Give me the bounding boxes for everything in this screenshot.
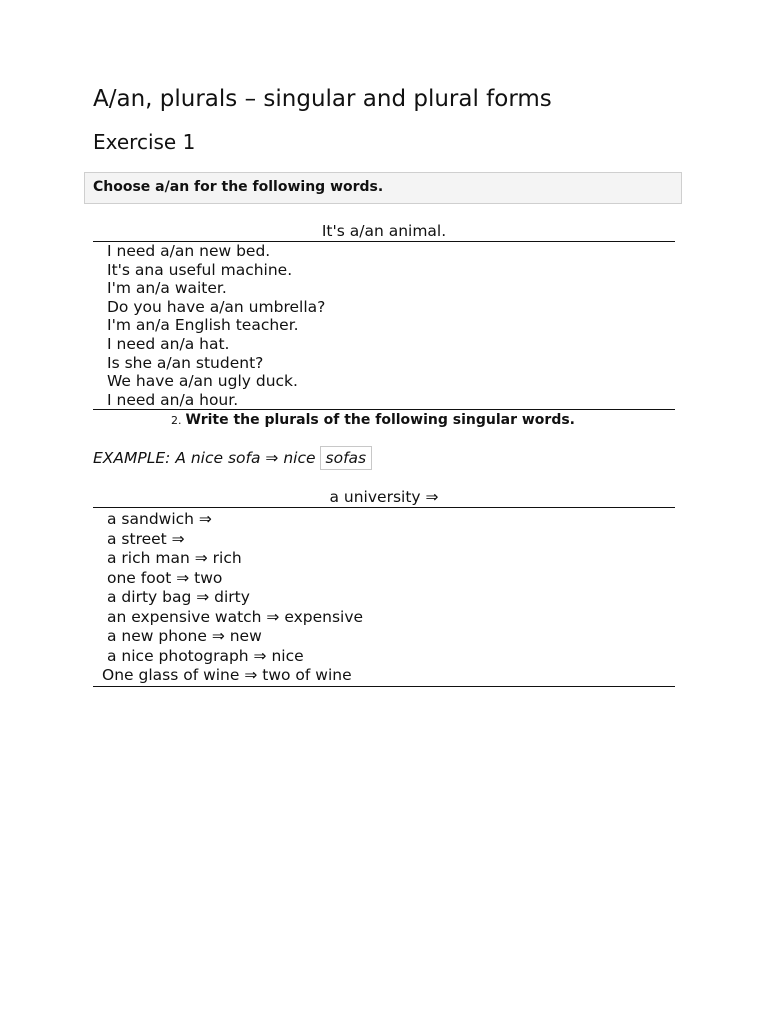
exercise1-list bbox=[93, 242, 675, 410]
exercise1-item: I need an/a hour. bbox=[107, 390, 239, 409]
exercise2-instruction bbox=[171, 412, 575, 428]
exercise2-item: a nice photograph ⇒ nice bbox=[107, 646, 304, 665]
exercise2-header-row: a university ⇒ bbox=[93, 488, 675, 508]
exercise2-item: an expensive watch ⇒ expensive bbox=[107, 607, 364, 626]
example-answer-box: sofas bbox=[320, 446, 373, 470]
exercise1-header-row: It's a/an animal. bbox=[93, 222, 675, 242]
example-text: EXAMPLE: A nice sofa ⇒ nice bbox=[93, 449, 316, 467]
exercise1-item: Is she a/an student? bbox=[107, 353, 264, 372]
exercise2-item: one foot ⇒ two bbox=[107, 568, 223, 587]
exercise2-item: a sandwich ⇒ bbox=[107, 510, 212, 528]
exercise1-item: Do you have a/an umbrella? bbox=[107, 297, 326, 316]
exercise2-list bbox=[93, 510, 675, 687]
exercise1-item: I need an/a hat. bbox=[107, 334, 230, 353]
exercise2-example bbox=[93, 446, 372, 470]
exercise1-item: It's ana useful machine. bbox=[107, 260, 293, 279]
exercise2-item: One glass of wine ⇒ two of wine bbox=[102, 666, 352, 684]
exercise2-item: a new phone ⇒ new bbox=[107, 627, 262, 645]
exercise1-item: I'm an/a waiter. bbox=[107, 279, 227, 298]
exercise1-item: We have a/an ugly duck. bbox=[107, 372, 298, 391]
exercise1-item: I'm an/a English teacher. bbox=[107, 316, 299, 335]
exercise2-number: 2. bbox=[171, 414, 182, 427]
exercise2-item: a dirty bag ⇒ dirty bbox=[107, 588, 250, 606]
page-title: A/an, plurals – singular and plural forms bbox=[93, 86, 552, 112]
exercise2-item: a rich man ⇒ rich bbox=[107, 549, 242, 567]
exercise1-instruction: Choose a/an for the following words. bbox=[84, 172, 682, 204]
exercise2-item: a street ⇒ bbox=[107, 529, 185, 548]
exercise1-item: I need a/an new bed. bbox=[107, 242, 271, 260]
exercise2-instruction-text: Write the plurals of the following singular words. bbox=[185, 412, 576, 428]
exercise-title: Exercise 1 bbox=[93, 130, 196, 154]
